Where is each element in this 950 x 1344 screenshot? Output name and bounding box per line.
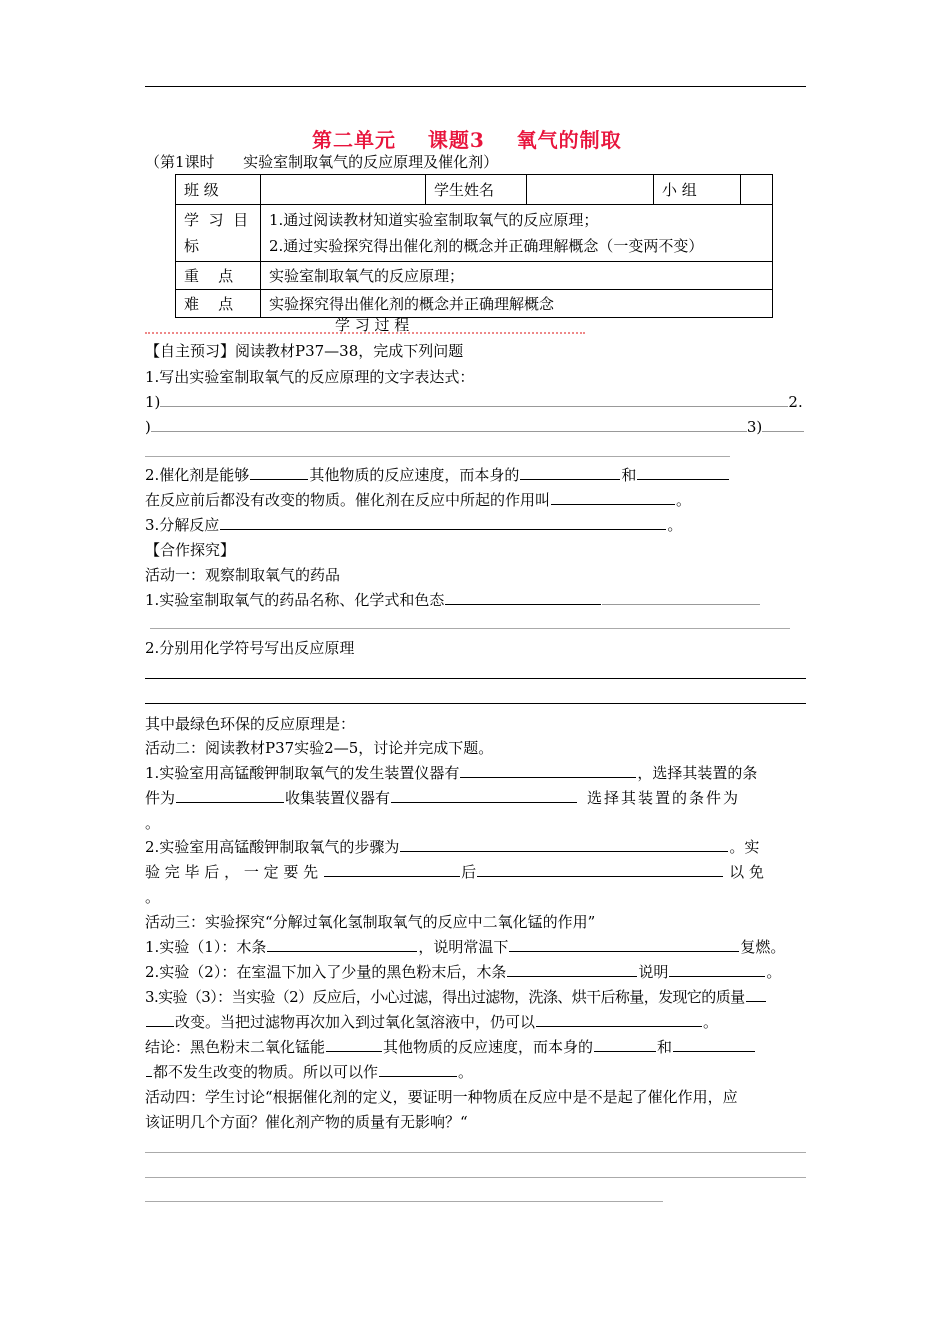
q3-text-b: 。 [667,516,683,534]
act2-q2-end: 。 [145,888,161,906]
subtitle: （第1课时 实验室制取氧气的反应原理及催化剂） [145,153,499,171]
act2-q2-blank-1[interactable] [400,836,728,852]
act1-q1-blank-c[interactable] [150,628,790,629]
concl-blank-1[interactable] [326,1036,382,1052]
q1-line-1 [145,391,803,411]
act1-q1 [145,589,760,610]
class-cell[interactable] [261,175,426,205]
act2-q1-text-d: 收集装置仪器有 [285,789,391,807]
act3-q3-text-c: 。 [703,1013,719,1031]
act2-q1-blank-1[interactable] [460,762,636,778]
name-label: 学生姓名 [426,175,527,205]
act3-q3-line-2 [145,1011,718,1032]
act1-q2: 2.分别用化学符号写出反应原理 [145,639,355,657]
q1-blank-1[interactable] [160,391,788,407]
act2-q1-line-2 [145,787,740,808]
name-cell[interactable] [527,175,654,205]
act3-q1-text-c: 复燃。 [740,938,786,956]
q2-text-e: 。 [676,491,692,509]
act2-q1-blank-3[interactable] [391,787,577,803]
goal-1: 1.通过阅读教材知道实验室制取氧气的反应原理； [269,211,599,229]
act4-blank-3[interactable] [145,1201,663,1202]
act2-q1-end: 。 [145,814,161,832]
q2-blank-4[interactable] [551,489,675,505]
act3-q3-blank-3[interactable] [536,1011,702,1027]
act2-q2-line-1 [145,836,759,857]
q2-blank-2[interactable] [520,464,620,480]
preview-heading: 【自主预习】阅读教材P37—38，完成下列问题 [145,342,464,360]
act2-q2-text-b: 。实 [729,838,760,856]
q1-label-a: 1) [145,393,161,411]
act3-q2-blank-2[interactable] [669,961,765,977]
act3-q3-text-a: 3.实验（3）：当实验（2）反应后，小心过滤，得出过滤物，洗涤、烘干后称量，发现它的质量 [145,988,745,1006]
process-title: 学 习 过 程 [335,316,410,334]
act2-q1-blank-2[interactable] [176,787,284,803]
q2-text-b: 其他物质的反应速度，而本身的 [309,466,520,484]
process-wavy-line [145,328,585,334]
act3-q3-text-b: 改变。当把过滤物再次加入到过氧化氢溶液中，仍可以 [175,1013,536,1031]
greenest-text: 其中最绿色环保的反应原理是： [145,715,356,733]
q1-line-2 [145,416,804,436]
q1-blank-4[interactable] [145,456,730,457]
act1-title: 活动一：观察制取氧气的药品 [145,566,341,584]
q2-line-1 [145,464,730,485]
q3-line [145,514,682,535]
q1-label-b: 2. [788,393,803,411]
q2-text-a: 2.催化剂是能够 [145,466,250,484]
class-label: 班 级 [176,175,261,205]
act2-title: 活动二：阅读教材P37实验2—5，讨论并完成下题。 [145,739,494,757]
q3-text-a: 3.分解反应 [145,516,220,534]
q1-blank-2[interactable] [151,416,747,432]
conclusion-line-2 [145,1061,473,1082]
act2-q2-text-d: 后 [461,863,477,881]
act2-q2-blank-2[interactable] [324,861,460,877]
concl-text-b: 其他物质的反应速度，而本身的 [383,1038,594,1056]
hard-text: 实验探究得出催化剂的概念并正确理解概念 [261,290,773,318]
act1-q2-blank-1[interactable] [145,678,806,679]
q2-line-2 [145,489,691,510]
concl-text-d: 都不发生改变的物质。所以可以作 [153,1063,379,1081]
act3-q2-text-c: 。 [766,963,782,981]
hard-label: 难 点 [176,290,261,318]
concl-blank-3[interactable] [673,1036,755,1052]
key-label: 重 点 [176,262,261,290]
act3-q2-text-b: 说明 [638,963,669,981]
act2-q1-line-1 [145,762,757,783]
act1-q2-blank-2[interactable] [145,703,806,704]
q2-blank-3[interactable] [637,464,729,480]
act3-q3-blank-1[interactable] [746,986,766,1002]
act2-q2-line-2 [145,861,764,882]
act4-line-2: 该证明几个方面？催化剂产物的质量有无影响？“ [145,1113,468,1131]
goal-2: 2.通过实验探究得出催化剂的概念并正确理解概念（一变两不变） [269,237,704,255]
act2-q2-text-e: 以 免 [729,863,764,881]
act3-q1 [145,936,785,957]
goal-label-line-1: 学 习 目 [184,211,249,229]
q1-label-d: 3) [746,418,763,436]
concl-blank-2[interactable] [594,1036,656,1052]
page-title: 第二单元 课题3 氧气的制取 [312,128,622,152]
q1-blank-3[interactable] [762,416,804,432]
key-text: 实验室制取氧气的反应原理； [261,262,773,290]
act1-q1-blank-b[interactable] [602,589,760,605]
concl-blank-4[interactable] [146,1061,152,1077]
act2-q2-blank-3[interactable] [477,861,723,877]
act3-q1-blank-2[interactable] [509,936,739,952]
group-cell[interactable] [741,175,773,205]
act2-q1-text-a: 1.实验室用高锰酸钾制取氧气的发生装置仪器有 [145,764,460,782]
act2-q2-text-a: 2.实验室用高锰酸钾制取氧气的步骤为 [145,838,400,856]
goal-text [261,205,773,262]
act1-q1-blank-a[interactable] [445,589,601,605]
act2-q2-text-c: 验 完 毕 后 ， 一 定 要 先 [145,863,319,881]
act3-q3-line-1 [145,986,767,1007]
act3-q1-text-b: ，说明常温下 [418,938,509,956]
preview-q1: 1.写出实验室制取氧气的反应原理的文字表达式： [145,368,475,386]
group-label: 小 组 [654,175,741,205]
act4-blank-2[interactable] [145,1177,806,1178]
goal-label [176,205,261,262]
act3-title: 活动三：实验探究“分解过氧化氢制取氧气的反应中二氧化锰的作用” [145,913,596,931]
info-table [175,174,773,318]
act3-q2-text-a: 2.实验（2）：在室温下加入了少量的黑色粉末后，木条 [145,963,507,981]
act3-q2-blank-1[interactable] [507,961,637,977]
q2-text-c: 和 [621,466,637,484]
act3-q3-blank-2[interactable] [146,1011,174,1027]
concl-text-e: 。 [458,1063,474,1081]
act4-line-1: 活动四：学生讨论“根据催化剂的定义，要证明一种物质在反应中是不是起了催化作用，应 [145,1088,738,1106]
act4-blank-1[interactable] [145,1152,806,1153]
conclusion-line-1 [145,1036,756,1057]
q2-text-d: 在反应前后都没有改变的物质。催化剂在反应中所起的作用叫 [145,491,551,509]
act3-q2 [145,961,781,982]
act3-q1-blank-1[interactable] [267,936,417,952]
act2-q1-text-c: 件为 [145,789,176,807]
q2-blank-1[interactable] [250,464,308,480]
top-rule [145,86,806,87]
q1-label-c: ) [145,418,151,436]
act2-q1-text-b: ，选择其装置的条 [637,764,758,782]
act1-q1-text: 1.实验室制取氧气的药品名称、化学式和色态 [145,591,445,609]
act3-q1-text-a: 1.实验（1）：木条 [145,938,267,956]
goal-label-line-2: 标 [184,237,200,255]
act2-q1-text-e: 选择其装置的条件为 [587,789,741,807]
q3-blank[interactable] [220,514,666,530]
concl-text-c: 和 [657,1038,673,1056]
coop-heading: 【合作探究】 [145,541,236,559]
concl-blank-5[interactable] [379,1061,457,1077]
concl-text-a: 结论：黑色粉末二氧化锰能 [145,1038,326,1056]
